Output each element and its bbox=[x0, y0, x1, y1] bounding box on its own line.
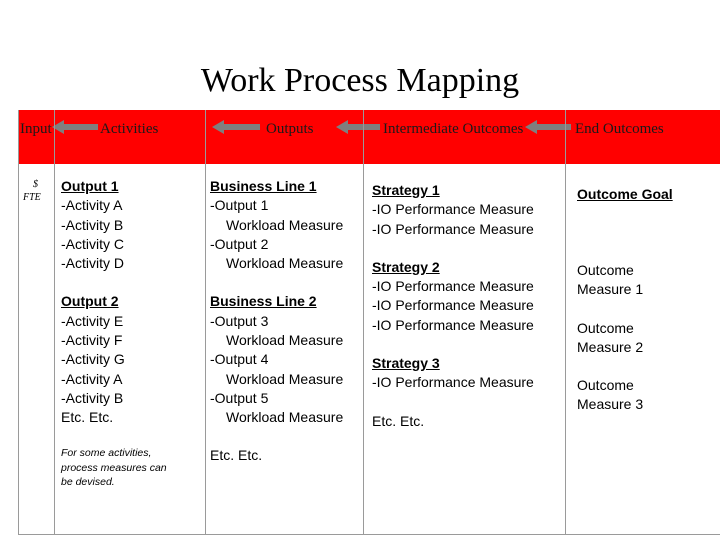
outcome-line: Outcome bbox=[577, 377, 634, 393]
input-dollar: $ bbox=[33, 179, 38, 190]
intermediate-column bbox=[372, 181, 534, 431]
header-input: Input bbox=[20, 121, 52, 137]
grid-line bbox=[54, 110, 55, 534]
end-outcome-measure-2 bbox=[577, 319, 643, 358]
list-item: -Activity D bbox=[61, 255, 124, 272]
list-item: -Activity E bbox=[61, 312, 124, 329]
list-item: -Activity C bbox=[61, 235, 124, 252]
list-item: Workload Measure bbox=[226, 332, 344, 349]
business-line-1-title: Business Line 1 bbox=[210, 178, 317, 194]
list-item: -IO Performance Measure bbox=[372, 278, 534, 295]
list-item: Workload Measure bbox=[226, 409, 344, 426]
note-line: be devised. bbox=[61, 476, 115, 488]
outcome-line: Measure 1 bbox=[577, 281, 644, 298]
grid-line bbox=[205, 110, 206, 534]
list-item: -Output 3 bbox=[210, 312, 269, 329]
grid-line bbox=[565, 110, 566, 534]
arrow-left-icon bbox=[212, 119, 260, 135]
list-item: -Activity B bbox=[61, 216, 124, 233]
arrow-left-icon bbox=[336, 119, 380, 135]
end-outcome-goal: Outcome Goal bbox=[577, 186, 673, 202]
activities-output-2-title: Output 2 bbox=[61, 293, 119, 310]
list-item: -Activity A bbox=[61, 197, 123, 214]
outputs-column bbox=[210, 177, 343, 428]
list-item: -IO Performance Measure bbox=[372, 374, 534, 391]
note-line: process measures can bbox=[61, 461, 167, 474]
activities-note bbox=[61, 446, 167, 490]
header-activities: Activities bbox=[100, 121, 159, 137]
list-item: -Output 5 bbox=[210, 389, 269, 406]
outcome-line: Measure 2 bbox=[577, 339, 644, 356]
end-outcome-measure-1 bbox=[577, 261, 643, 300]
arrow-left-icon bbox=[52, 119, 98, 135]
strategy-3-title: Strategy 3 bbox=[372, 355, 440, 372]
list-item: Workload Measure bbox=[226, 216, 344, 233]
outputs-etc: Etc. Etc. bbox=[210, 447, 263, 463]
list-item: -Activity A bbox=[61, 370, 123, 387]
list-item: -IO Performance Measure bbox=[372, 220, 534, 237]
grid-line bbox=[363, 110, 364, 534]
grid-line bbox=[18, 110, 19, 534]
activities-column bbox=[61, 177, 125, 428]
outcome-line: Measure 3 bbox=[577, 396, 644, 413]
list-item: -Activity F bbox=[61, 332, 123, 349]
list-item: Etc. Etc. bbox=[61, 409, 114, 426]
header-end-outcomes: End Outcomes bbox=[575, 121, 664, 137]
header-intermediate-outcomes: Intermediate Outcomes bbox=[383, 121, 524, 137]
list-item: -Activity B bbox=[61, 389, 124, 406]
list-item: -IO Performance Measure bbox=[372, 201, 534, 218]
note-line: For some activities, bbox=[61, 447, 152, 459]
outcome-line: Outcome bbox=[577, 320, 634, 336]
list-item: -Output 2 bbox=[210, 235, 269, 252]
list-item: -Output 4 bbox=[210, 351, 269, 368]
list-item: Workload Measure bbox=[226, 370, 344, 387]
header-outputs: Outputs bbox=[266, 121, 314, 137]
strategy-2-title: Strategy 2 bbox=[372, 258, 440, 275]
list-item: -Activity G bbox=[61, 351, 125, 368]
activities-output-1-title: Output 1 bbox=[61, 178, 119, 194]
list-item: -IO Performance Measure bbox=[372, 297, 534, 314]
list-item: -Output 1 bbox=[210, 197, 269, 214]
intermediate-etc: Etc. Etc. bbox=[372, 412, 425, 429]
input-fte: FTE bbox=[23, 192, 41, 203]
page-title: Work Process Mapping bbox=[200, 62, 520, 99]
strategy-1-title: Strategy 1 bbox=[372, 182, 440, 198]
list-item: Workload Measure bbox=[226, 255, 344, 272]
grid-line bbox=[18, 534, 720, 535]
end-outcome-measure-3 bbox=[577, 376, 643, 415]
outcome-line: Outcome bbox=[577, 262, 634, 278]
business-line-2-title: Business Line 2 bbox=[210, 293, 317, 310]
list-item: -IO Performance Measure bbox=[372, 316, 534, 333]
